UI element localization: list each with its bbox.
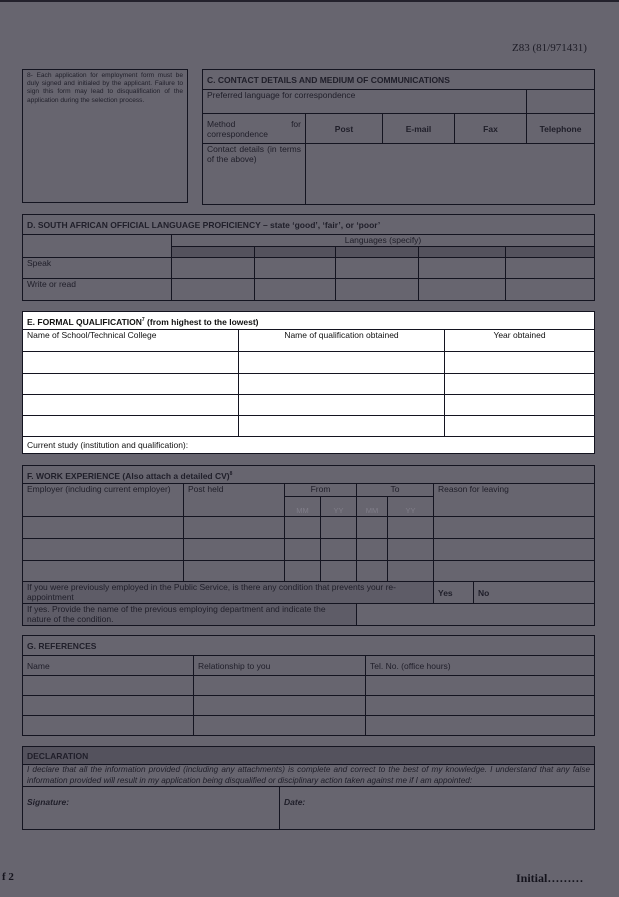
ref-name-field[interactable] [23, 696, 194, 716]
footnote-8: 8 [229, 470, 233, 477]
school-field[interactable] [23, 374, 239, 395]
page-number-fragment: f 2 [2, 871, 14, 883]
from-mm-field[interactable] [285, 561, 321, 582]
preferred-language-field[interactable] [527, 90, 595, 114]
ref-name-field[interactable] [23, 676, 194, 696]
language-name-field-4[interactable] [419, 247, 506, 258]
condition-yes-option[interactable]: Yes [434, 582, 474, 604]
col-header-employer: Employer (including current employer) [23, 484, 184, 517]
write-field-3[interactable] [336, 279, 419, 301]
if-yes-label: If yes. Provide the name of the previous employing department and indicate the nature of the condition. [23, 604, 357, 626]
work-row [23, 517, 595, 539]
section-d-language-proficiency [22, 214, 595, 301]
section-c-title: C. CONTACT DETAILS AND MEDIUM OF COMMUNICATIONS [203, 70, 595, 90]
contact-details-label: Contact details (in terms of the above) [203, 144, 306, 205]
language-name-field-1[interactable] [172, 247, 255, 258]
col-header-reason: Reason for leaving [434, 484, 595, 517]
note-8: 8- Each application for employment form must be duly signed and initialed by the applicant. Failure to sign this form may lead to disqualification of the application during the selection process. [22, 69, 188, 203]
section-f-title-text: F. WORK EXPERIENCE (Also attach a detailed CV) [27, 470, 230, 481]
section-c-contact-details [202, 69, 595, 205]
proficiency-row-write [23, 279, 595, 301]
qualification-row [23, 374, 595, 395]
from-yy-label: YY [321, 497, 357, 517]
qualification-field[interactable] [239, 416, 445, 437]
row-label-speak: Speak [23, 258, 172, 279]
speak-field-4[interactable] [419, 258, 506, 279]
from-yy-field[interactable] [321, 539, 357, 561]
form-id: Z83 (81/971431) [512, 42, 587, 54]
to-mm-field[interactable] [357, 539, 388, 561]
preferred-language-label: Preferred language for correspondence [203, 90, 527, 114]
from-yy-field[interactable] [321, 517, 357, 539]
write-field-5[interactable] [506, 279, 595, 301]
col-header-to: To [357, 484, 434, 497]
section-e-formal-qualification [22, 311, 595, 454]
row-label-write-read: Write or read [23, 279, 172, 301]
to-mm-label: MM [357, 497, 388, 517]
contact-details-field[interactable] [306, 144, 595, 205]
post-field[interactable] [184, 561, 285, 582]
to-yy-field[interactable] [388, 561, 434, 582]
ref-relationship-field[interactable] [194, 696, 366, 716]
col-header-relationship: Relationship to you [194, 656, 366, 676]
if-yes-field[interactable] [357, 604, 595, 626]
qualification-field[interactable] [239, 352, 445, 374]
col-header-year: Year obtained [445, 330, 595, 352]
year-field[interactable] [445, 374, 595, 395]
section-e-title-suffix: (from highest to the lowest) [144, 316, 259, 327]
date-field[interactable] [280, 787, 595, 830]
col-header-post: Post held [184, 484, 285, 517]
qualification-field[interactable] [239, 395, 445, 416]
language-name-field-3[interactable] [336, 247, 419, 258]
year-field[interactable] [445, 416, 595, 437]
from-mm-label: MM [285, 497, 321, 517]
from-yy-field[interactable] [321, 561, 357, 582]
method-email[interactable]: E-mail [383, 114, 455, 144]
reason-field[interactable] [434, 561, 595, 582]
employer-field[interactable] [23, 539, 184, 561]
date-label: Date: [284, 797, 306, 807]
to-yy-field[interactable] [388, 517, 434, 539]
declaration-title: DECLARATION [23, 747, 595, 765]
school-field[interactable] [23, 416, 239, 437]
employer-field[interactable] [23, 561, 184, 582]
section-f-work-experience [22, 465, 595, 626]
languages-header: Languages (specify) [172, 235, 595, 247]
write-field-4[interactable] [419, 279, 506, 301]
speak-field-3[interactable] [336, 258, 419, 279]
col-header-school: Name of School/Technical College [23, 330, 239, 352]
method-fax[interactable]: Fax [455, 114, 527, 144]
qualification-row [23, 416, 595, 437]
work-row [23, 561, 595, 582]
ref-tel-field[interactable] [366, 676, 595, 696]
declaration-section [22, 746, 595, 830]
speak-field-5[interactable] [506, 258, 595, 279]
to-mm-field[interactable] [357, 561, 388, 582]
window-top-border [0, 0, 619, 2]
reason-field[interactable] [434, 517, 595, 539]
proficiency-row-speak [23, 258, 595, 279]
ref-tel-field[interactable] [366, 716, 595, 736]
write-field-2[interactable] [255, 279, 336, 301]
reference-row [23, 716, 595, 736]
post-field[interactable] [184, 539, 285, 561]
ref-relationship-field[interactable] [194, 676, 366, 696]
reference-row [23, 696, 595, 716]
language-name-field-5[interactable] [506, 247, 595, 258]
col-header-ref-name: Name [23, 656, 194, 676]
from-mm-field[interactable] [285, 539, 321, 561]
school-field[interactable] [23, 395, 239, 416]
section-f-title [23, 466, 595, 484]
qualification-row [23, 352, 595, 374]
section-g-title: G. REFERENCES [23, 636, 595, 656]
year-field[interactable] [445, 395, 595, 416]
employer-field[interactable] [23, 517, 184, 539]
condition-no-option[interactable]: No [474, 582, 595, 604]
initial-label: Initial……… [516, 871, 584, 885]
section-d-title: D. SOUTH AFRICAN OFFICIAL LANGUAGE PROFICIENCY – state ‘good’, ‘fair’, or ‘poor’ [23, 215, 595, 235]
col-header-qualification: Name of qualification obtained [239, 330, 445, 352]
qualification-field[interactable] [239, 374, 445, 395]
ref-relationship-field[interactable] [194, 716, 366, 736]
col-header-tel: Tel. No. (office hours) [366, 656, 595, 676]
method-post[interactable]: Post [306, 114, 383, 144]
qualification-row [23, 395, 595, 416]
method-label: Method for correspondence [203, 114, 306, 144]
ref-name-field[interactable] [23, 716, 194, 736]
from-mm-field[interactable] [285, 517, 321, 539]
footnote-7: 7 [141, 316, 145, 323]
proficiency-corner-cell [23, 235, 172, 258]
signature-field[interactable] [23, 787, 280, 830]
section-e-title [23, 312, 595, 330]
school-field[interactable] [23, 352, 239, 374]
work-row [23, 539, 595, 561]
section-e-title-text: E. FORMAL QUALIFICATION [27, 316, 142, 327]
condition-question: If you were previously employed in the Public Service, is there any condition that prevents your re-appointment [23, 582, 434, 604]
year-field[interactable] [445, 352, 595, 374]
reason-field[interactable] [434, 539, 595, 561]
col-header-from: From [285, 484, 357, 497]
language-name-field-2[interactable] [255, 247, 336, 258]
post-field[interactable] [184, 517, 285, 539]
method-telephone[interactable]: Telephone [527, 114, 595, 144]
to-mm-field[interactable] [357, 517, 388, 539]
speak-field-2[interactable] [255, 258, 336, 279]
to-yy-label: YY [388, 497, 434, 517]
to-yy-field[interactable] [388, 539, 434, 561]
speak-field-1[interactable] [172, 258, 255, 279]
write-field-1[interactable] [172, 279, 255, 301]
declaration-text: I declare that all the information provided (including any attachments) is complete and correct to the best of my knowledge. I understand that any false information provided will result in my application being disqualified or disciplinary action taken against me if I am appointed: [23, 765, 595, 787]
current-study-field[interactable]: Current study (institution and qualification): [23, 437, 595, 454]
section-g-references [22, 635, 595, 736]
ref-tel-field[interactable] [366, 696, 595, 716]
signature-label: Signature: [27, 797, 70, 807]
reference-row [23, 676, 595, 696]
